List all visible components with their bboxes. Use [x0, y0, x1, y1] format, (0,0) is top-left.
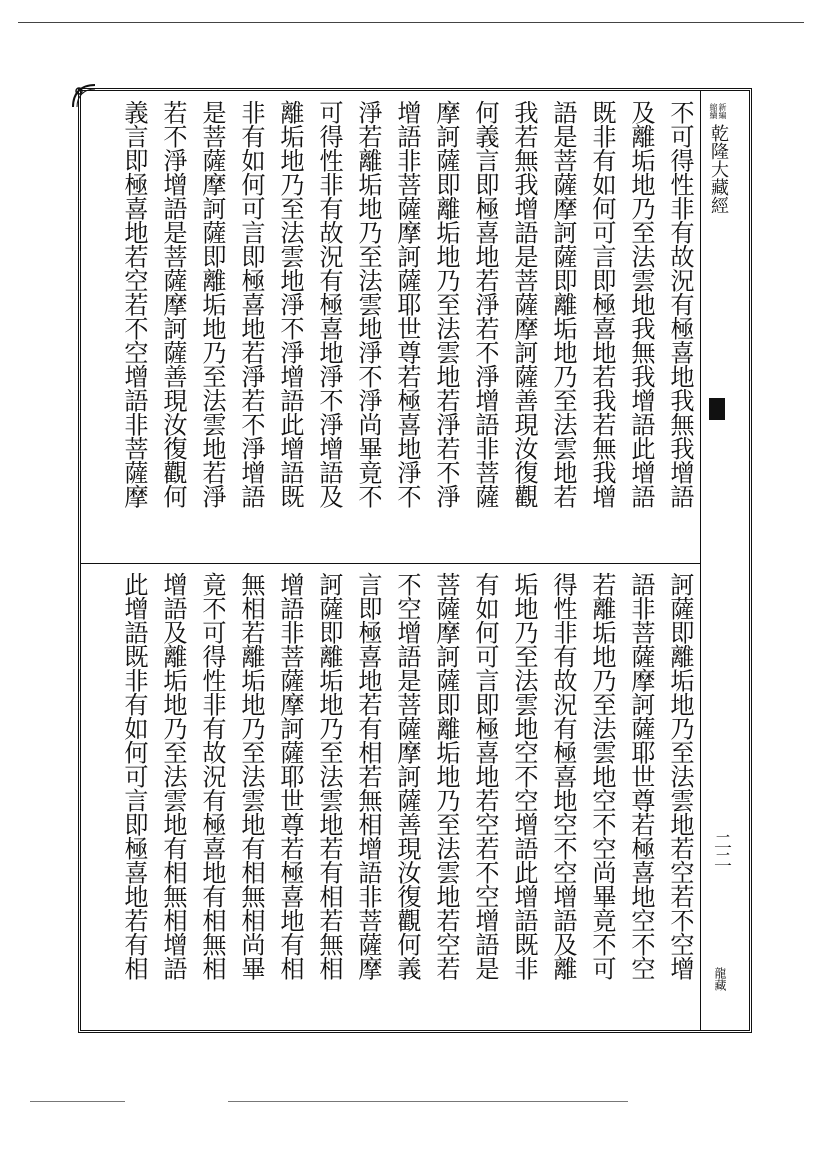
text-column-lower-9: 言即極喜地若有相若無相增語非菩薩摩	[354, 572, 382, 980]
text-column-lower-11: 增語非菩薩摩訶薩耶世尊若極喜地有相	[276, 572, 304, 980]
text-column-upper-1: 不可得性非有故況有極喜地我無我增語	[666, 100, 694, 508]
text-column-upper-7: 摩訶薩即離垢地乃至法雲地若淨若不淨	[432, 100, 460, 508]
text-column-lower-14: 增語及離垢地乃至法雲地有相無相增語	[159, 572, 187, 980]
bottom-rule-right	[228, 1101, 628, 1102]
bottom-rule-left	[30, 1101, 125, 1102]
text-column-upper-4: 語是菩薩摩訶薩即離垢地乃至法雲地若	[549, 100, 577, 508]
text-column-upper-2: 及離垢地乃至法雲地我無我增語此增語	[627, 100, 655, 508]
text-column-upper-5: 我若無我增語是菩薩摩訶薩善現汝復觀	[510, 100, 538, 508]
edition-label-right: 新編	[718, 103, 727, 119]
text-column-upper-3: 既非有如何可言即極喜地若我若無我增	[588, 100, 616, 508]
margin-block-mark	[709, 398, 725, 420]
edition-label-left: 縮續	[709, 103, 718, 119]
text-column-lower-8: 不空增語是菩薩摩訶薩善現汝復觀何義	[393, 572, 421, 980]
text-column-upper-14: 若不淨增語是菩薩摩訶薩善現汝復觀何	[159, 100, 187, 508]
text-column-lower-3: 若離垢地乃至法雲地空不空尚畢竟不可	[588, 572, 616, 980]
text-column-lower-5: 垢地乃至法雲地空不空增語此增語既非	[510, 572, 538, 980]
page-number: 二二	[711, 832, 732, 868]
sutra-title: 乾隆大藏經	[708, 124, 729, 214]
text-column-lower-13: 竟不可得性非有故況有極喜地有相無相	[198, 572, 226, 980]
text-column-lower-12: 無相若離垢地乃至法雲地有相無相尚畢	[237, 572, 265, 980]
text-column-lower-1: 訶薩即離垢地乃至法雲地若空若不空增	[666, 572, 694, 980]
text-column-upper-9: 淨若離垢地乃至法雲地淨不淨尚畢竟不	[354, 100, 382, 508]
text-column-upper-12: 非有如何可言即極喜地若淨若不淨增語	[237, 100, 265, 508]
text-column-upper-6: 何義言即極喜地若淨若不淨增語非菩薩	[471, 100, 499, 508]
text-column-lower-6: 有如何可言即極喜地若空若不空增語是	[471, 572, 499, 980]
edition-mark: 龍藏	[713, 967, 727, 991]
corner-ornament-icon	[71, 83, 97, 109]
middle-divider	[81, 563, 700, 564]
text-column-upper-15: 義言即極喜地若空若不空增語非菩薩摩	[120, 100, 148, 508]
text-column-lower-15: 此增語既非有如何可言即極喜地若有相	[120, 572, 148, 980]
text-column-upper-13: 是菩薩摩訶薩即離垢地乃至法雲地若淨	[198, 100, 226, 508]
text-column-upper-8: 增語非菩薩摩訶薩耶世尊若極喜地淨不	[393, 100, 421, 508]
text-column-lower-4: 得性非有故況有極喜地空不空增語及離	[549, 572, 577, 980]
text-column-lower-10: 訶薩即離垢地乃至法雲地若有相若無相	[315, 572, 343, 980]
text-column-lower-7: 菩薩摩訶薩即離垢地乃至法雲地若空若	[432, 572, 460, 980]
top-rule	[18, 22, 804, 23]
text-column-upper-10: 可得性非有故況有極喜地淨不淨增語及	[315, 100, 343, 508]
text-column-lower-2: 語非菩薩摩訶薩耶世尊若極喜地空不空	[627, 572, 655, 980]
text-column-upper-11: 離垢地乃至法雲地淨不淨增語此增語既	[276, 100, 304, 508]
margin-rule	[700, 91, 701, 1030]
